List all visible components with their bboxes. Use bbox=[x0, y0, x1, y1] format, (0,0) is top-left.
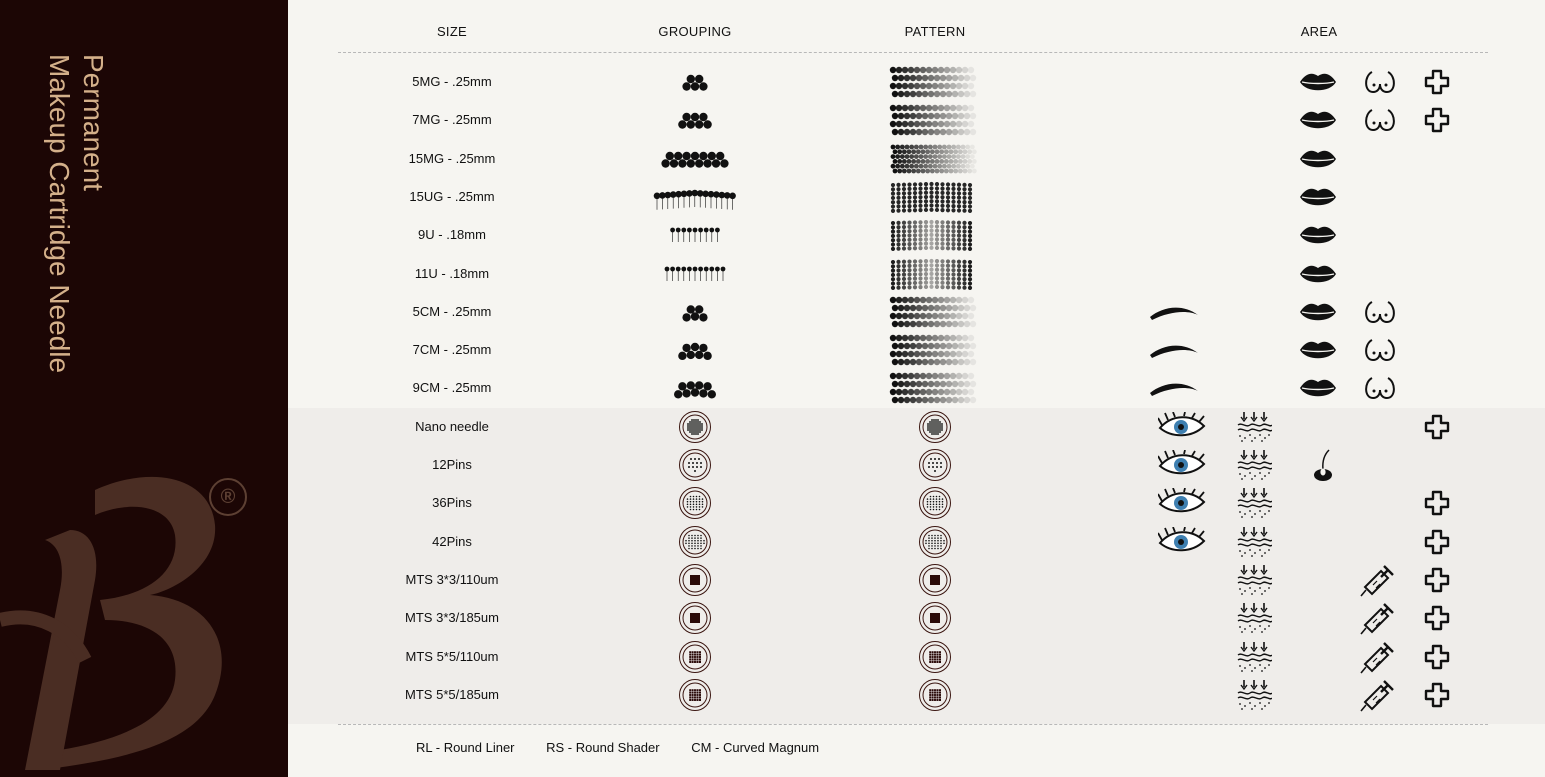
pattern-diagram bbox=[880, 331, 990, 369]
grouping-diagram bbox=[645, 676, 745, 714]
size-label: 12Pins bbox=[432, 457, 472, 472]
grouping-diagram bbox=[645, 216, 745, 254]
table-row bbox=[288, 484, 1545, 522]
pattern-diagram bbox=[880, 638, 990, 676]
syringe-icon bbox=[1352, 676, 1404, 714]
size-label: 15MG - .25mm bbox=[408, 150, 496, 166]
breast-icon bbox=[1354, 293, 1406, 331]
lips-icon bbox=[1292, 331, 1344, 369]
scar-cross-icon bbox=[1411, 638, 1463, 676]
table-row bbox=[288, 446, 1545, 484]
size-label: 5MG - .25mm bbox=[412, 74, 492, 89]
eye-icon bbox=[1156, 523, 1208, 561]
scar-cross-icon bbox=[1411, 676, 1463, 714]
pattern-diagram bbox=[880, 523, 990, 561]
pattern-diagram bbox=[880, 369, 990, 407]
grouping-diagram bbox=[645, 446, 745, 484]
lips-icon bbox=[1292, 369, 1344, 407]
pattern-diagram bbox=[880, 255, 990, 293]
table-row bbox=[288, 523, 1545, 561]
pattern-diagram bbox=[880, 216, 990, 254]
table-row bbox=[288, 331, 1545, 369]
lips-icon bbox=[1292, 255, 1344, 293]
grouping-diagram bbox=[645, 101, 745, 139]
grouping-diagram bbox=[645, 255, 745, 293]
skin-layer-icon bbox=[1228, 599, 1280, 637]
header-pattern: PATTERN bbox=[904, 24, 966, 39]
legend bbox=[416, 740, 847, 755]
eye-icon bbox=[1156, 408, 1208, 446]
lips-icon bbox=[1292, 293, 1344, 331]
breast-icon bbox=[1354, 63, 1406, 101]
pattern-diagram bbox=[880, 561, 990, 599]
size-label: 11U - .18mm bbox=[414, 265, 490, 281]
pattern-diagram bbox=[880, 293, 990, 331]
eyebrow-icon bbox=[1148, 331, 1200, 369]
sidebar bbox=[0, 0, 288, 777]
lips-icon bbox=[1292, 63, 1344, 101]
table-row bbox=[288, 408, 1545, 446]
lips-icon bbox=[1292, 216, 1344, 254]
grouping-diagram bbox=[645, 638, 745, 676]
footer-divider bbox=[338, 724, 1488, 725]
table-row bbox=[288, 599, 1545, 637]
lips-icon bbox=[1292, 101, 1344, 139]
syringe-icon bbox=[1352, 599, 1404, 637]
grouping-diagram bbox=[645, 484, 745, 522]
sidebar-title bbox=[30, 54, 110, 434]
skin-layer-icon bbox=[1228, 484, 1280, 522]
grouping-diagram bbox=[645, 408, 745, 446]
size-label: 9U - .18mm bbox=[418, 227, 486, 243]
eyebrow-icon bbox=[1148, 369, 1200, 407]
scar-cross-icon bbox=[1411, 523, 1463, 561]
eyebrow-icon bbox=[1148, 293, 1200, 331]
grouping-diagram bbox=[645, 523, 745, 561]
table-row bbox=[288, 293, 1545, 331]
skin-layer-icon bbox=[1228, 676, 1280, 714]
pattern-diagram bbox=[880, 676, 990, 714]
skin-layer-icon bbox=[1228, 523, 1280, 561]
pattern-diagram bbox=[880, 140, 990, 178]
header-area: AREA bbox=[1300, 24, 1338, 39]
skin-layer-icon bbox=[1228, 561, 1280, 599]
table-row bbox=[288, 638, 1545, 676]
size-label: 36Pins bbox=[432, 495, 472, 511]
pattern-diagram bbox=[880, 178, 990, 216]
syringe-icon bbox=[1352, 638, 1404, 676]
grouping-diagram bbox=[645, 369, 745, 407]
lips-icon bbox=[1292, 178, 1344, 216]
size-label: MTS 5*5/185um bbox=[405, 686, 499, 702]
grouping-diagram bbox=[645, 140, 745, 178]
header-size: SIZE bbox=[436, 24, 468, 39]
table-row bbox=[288, 101, 1545, 139]
size-label: MTS 3*3/110um bbox=[405, 571, 499, 587]
table-row bbox=[288, 140, 1545, 178]
grouping-diagram bbox=[645, 178, 745, 216]
size-label: 7MG - .25mm bbox=[412, 112, 492, 128]
size-label: 7CM - .25mm bbox=[412, 342, 492, 358]
scar-cross-icon bbox=[1411, 484, 1463, 522]
grouping-diagram bbox=[645, 331, 745, 369]
eye-icon bbox=[1156, 484, 1208, 522]
legend-rl: RL - Round Liner bbox=[416, 740, 515, 755]
skin-layer-icon bbox=[1228, 408, 1280, 446]
brand-logo bbox=[0, 470, 288, 777]
size-label: Nano needle bbox=[415, 418, 489, 434]
scar-cross-icon bbox=[1411, 63, 1463, 101]
header-divider bbox=[338, 52, 1488, 53]
pattern-diagram bbox=[880, 63, 990, 101]
size-label: 15UG - .25mm bbox=[409, 188, 495, 204]
size-label: 9CM - .25mm bbox=[412, 380, 492, 396]
pattern-diagram bbox=[880, 101, 990, 139]
skin-layer-icon bbox=[1228, 446, 1280, 484]
pattern-diagram bbox=[880, 484, 990, 522]
title-line-2: Makeup Cartridge Needle bbox=[44, 54, 75, 374]
pattern-diagram bbox=[880, 446, 990, 484]
title-line-1: Permanent bbox=[78, 54, 109, 191]
header-grouping: GROUPING bbox=[658, 24, 732, 39]
table-row bbox=[288, 561, 1545, 599]
grouping-diagram bbox=[645, 599, 745, 637]
grouping-diagram bbox=[645, 293, 745, 331]
syringe-icon bbox=[1352, 561, 1404, 599]
table-row bbox=[288, 676, 1545, 714]
size-label: MTS 5*5/110um bbox=[405, 648, 499, 664]
grouping-diagram bbox=[645, 561, 745, 599]
legend-cm: CM - Curved Magnum bbox=[691, 740, 820, 755]
scar-cross-icon bbox=[1411, 599, 1463, 637]
size-label: 5CM - .25mm bbox=[412, 303, 492, 319]
table-row bbox=[288, 216, 1545, 254]
breast-icon bbox=[1354, 101, 1406, 139]
table-row bbox=[288, 255, 1545, 293]
grouping-diagram bbox=[645, 63, 745, 101]
registered-mark: ® bbox=[209, 478, 247, 516]
table-row bbox=[288, 63, 1545, 101]
skin-layer-icon bbox=[1228, 638, 1280, 676]
breast-icon bbox=[1354, 369, 1406, 407]
table-row bbox=[288, 178, 1545, 216]
needle-table bbox=[288, 0, 1545, 777]
lips-icon bbox=[1292, 140, 1344, 178]
table-row bbox=[288, 369, 1545, 407]
pattern-diagram bbox=[880, 408, 990, 446]
pattern-diagram bbox=[880, 599, 990, 637]
hair-follicle-icon bbox=[1298, 446, 1350, 484]
breast-icon bbox=[1354, 331, 1406, 369]
eye-icon bbox=[1156, 446, 1208, 484]
size-label: 42Pins bbox=[432, 533, 472, 549]
scar-cross-icon bbox=[1411, 101, 1463, 139]
scar-cross-icon bbox=[1411, 561, 1463, 599]
scar-cross-icon bbox=[1411, 408, 1463, 446]
size-label: MTS 3*3/185um bbox=[405, 610, 499, 626]
legend-rs: RS - Round Shader bbox=[546, 740, 660, 755]
